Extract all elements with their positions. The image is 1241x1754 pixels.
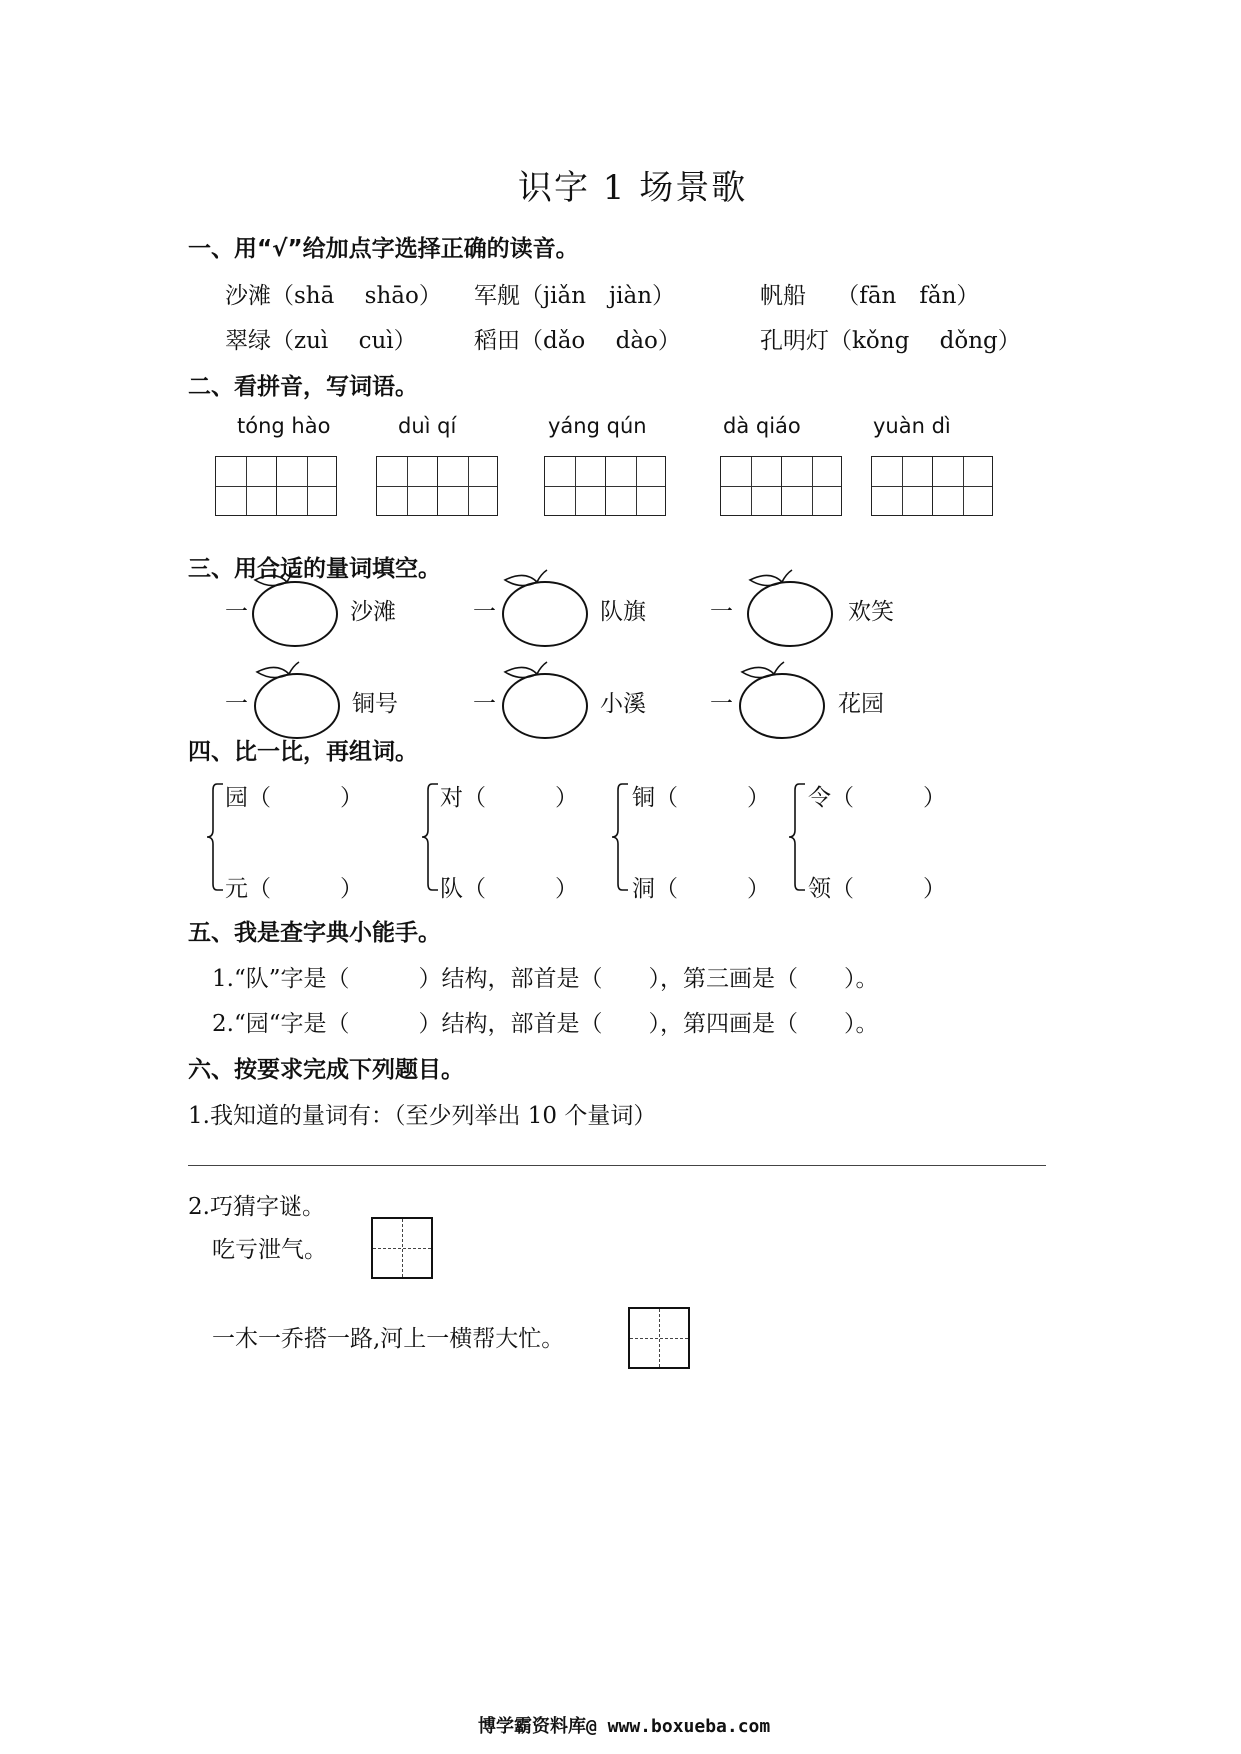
apple-blank-icon[interactable] bbox=[245, 568, 345, 648]
section-1-heading: 一、用“√”给加点字选择正确的读音。 bbox=[188, 236, 579, 262]
measure-word: 欢笑 bbox=[848, 599, 894, 625]
measure-word: 小溪 bbox=[600, 691, 646, 717]
measure-prefix: 一 bbox=[473, 691, 496, 717]
riddle-1: 吃亏泄气。 bbox=[212, 1237, 327, 1263]
section-6-heading: 六、按要求完成下列题目。 bbox=[188, 1057, 464, 1083]
measure-word: 铜号 bbox=[352, 691, 398, 717]
measure-word: 花园 bbox=[838, 691, 884, 717]
compare-word-top: 令（ ） bbox=[808, 785, 946, 811]
dictionary-question: 2.“园“字是（ ）结构，部首是（ ），第四画是（ ）。 bbox=[212, 1011, 879, 1037]
apple-blank-icon[interactable] bbox=[732, 660, 832, 740]
writing-grid[interactable] bbox=[544, 456, 666, 516]
section-3-heading: 三、用合适的量词填空。 bbox=[188, 556, 441, 582]
writing-grid[interactable] bbox=[720, 456, 842, 516]
compare-word-top: 铜（ ） bbox=[632, 785, 770, 811]
writing-grid[interactable] bbox=[215, 456, 337, 516]
brace-icon bbox=[785, 780, 809, 895]
measure-prefix: 一 bbox=[225, 691, 248, 717]
riddle-2: 一木一乔搭一路,河上一横帮大忙。 bbox=[212, 1326, 565, 1352]
section-4-heading: 四、比一比，再组词。 bbox=[188, 739, 418, 765]
pronunciation-item: 孔明灯（kǒng dǒng） bbox=[760, 328, 1021, 354]
measure-word: 沙滩 bbox=[350, 599, 396, 625]
compare-word-bottom: 元（ ） bbox=[225, 876, 363, 902]
apple-blank-icon[interactable] bbox=[495, 660, 595, 740]
apple-blank-icon[interactable] bbox=[247, 660, 347, 740]
answer-line[interactable] bbox=[188, 1165, 1046, 1166]
pronunciation-item: 翠绿（zuì cuì） bbox=[225, 328, 417, 354]
page-title: 识字 1 场景歌 bbox=[518, 168, 748, 208]
pinyin-label: duì qí bbox=[398, 414, 457, 438]
riddle-2-answer-box[interactable] bbox=[628, 1307, 690, 1369]
brace-icon bbox=[608, 780, 632, 895]
measure-prefix: 一 bbox=[710, 691, 733, 717]
compare-word-bottom: 队（ ） bbox=[440, 876, 578, 902]
pinyin-label: tóng hào bbox=[237, 414, 331, 438]
pinyin-label: yáng qún bbox=[548, 414, 647, 438]
pronunciation-item: 稻田（dǎo dào） bbox=[474, 328, 681, 354]
footer-watermark: 博学霸资料库@ www.boxueba.com bbox=[478, 1716, 771, 1737]
pinyin-label: dà qiáo bbox=[723, 414, 801, 438]
apple-blank-icon[interactable] bbox=[495, 568, 595, 648]
riddle-1-answer-box[interactable] bbox=[371, 1217, 433, 1279]
compare-word-bottom: 领（ ） bbox=[808, 876, 946, 902]
dictionary-question: 1.“队”字是（ ）结构，部首是（ ），第三画是（ ）。 bbox=[212, 966, 879, 992]
question-1: 1.我知道的量词有：（至少列举出 10 个量词） bbox=[188, 1103, 657, 1129]
measure-word: 队旗 bbox=[600, 599, 646, 625]
compare-word-top: 对（ ） bbox=[440, 785, 578, 811]
brace-icon bbox=[418, 780, 442, 895]
pronunciation-item: 帆船 （fān fǎn） bbox=[760, 283, 980, 309]
writing-grid[interactable] bbox=[871, 456, 993, 516]
section-2-heading: 二、看拼音，写词语。 bbox=[188, 374, 418, 400]
pronunciation-item: 沙滩（shā shāo） bbox=[225, 283, 442, 309]
compare-word-bottom: 洞（ ） bbox=[632, 876, 770, 902]
pinyin-label: yuàn dì bbox=[873, 414, 951, 438]
measure-prefix: 一 bbox=[225, 599, 248, 625]
section-5-heading: 五、我是查字典小能手。 bbox=[188, 920, 441, 946]
measure-prefix: 一 bbox=[473, 599, 496, 625]
pronunciation-item: 军舰（jiǎn jiàn） bbox=[474, 283, 676, 309]
brace-icon bbox=[203, 780, 227, 895]
apple-blank-icon[interactable] bbox=[740, 568, 840, 648]
measure-prefix: 一 bbox=[710, 599, 733, 625]
compare-word-top: 园（ ） bbox=[225, 785, 363, 811]
question-2: 2.巧猜字谜。 bbox=[188, 1194, 325, 1220]
writing-grid[interactable] bbox=[376, 456, 498, 516]
